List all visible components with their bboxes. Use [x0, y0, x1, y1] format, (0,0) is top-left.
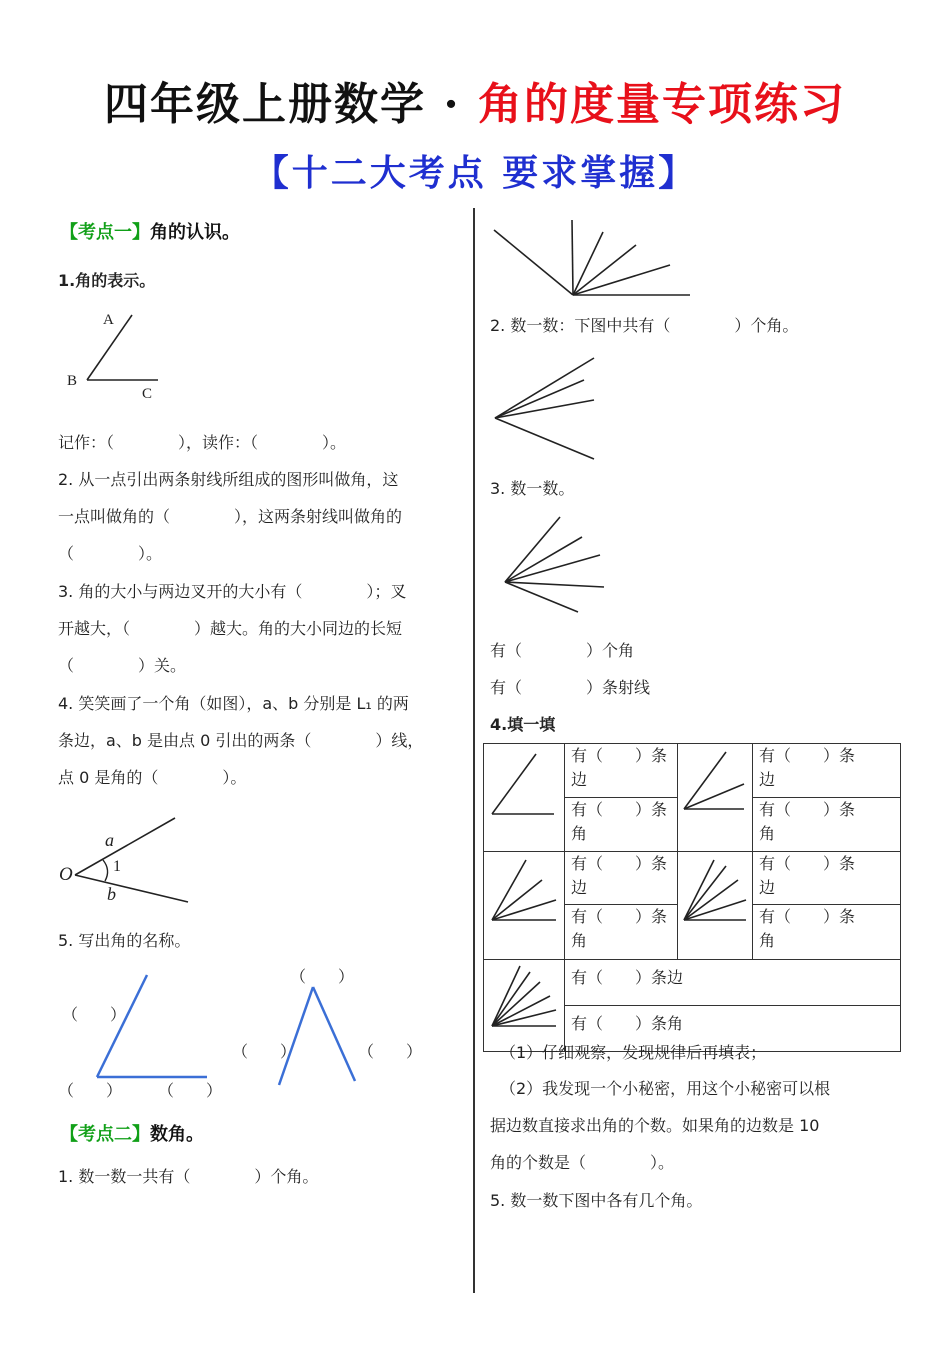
section2-name: 数角。: [150, 1124, 204, 1145]
section2-heading: [60, 1120, 204, 1146]
fig-6rays-icon: [484, 960, 564, 1044]
cell-edges-1-l2: 边: [571, 770, 588, 789]
cell-edges-1-l1: 有（ ）条: [571, 746, 668, 765]
rays2-ray-2: [505, 537, 582, 582]
rays2-ray-3: [505, 555, 600, 582]
section1-bracket: 【考点一】: [60, 222, 150, 243]
cell-angles-4-l2: 角: [759, 930, 776, 950]
q1-heading: 1.角的表示。: [58, 271, 156, 290]
label-ray-a: a: [105, 830, 114, 850]
label-angle-1: 1: [113, 858, 121, 875]
note-2-line3: 角的个数是（ ）。: [490, 1153, 675, 1172]
q2-line2: 一点叫做角的（ ），这两条射线叫做角的: [58, 507, 403, 526]
r3-question: 3. 数一数。: [490, 479, 575, 498]
title-part1: 四年级上册数学 ·: [104, 79, 478, 130]
cell-edges-4-l1: 有（ ）条: [759, 854, 856, 873]
rays-figure-1: [488, 352, 608, 462]
cell-edges-2[interactable]: [753, 744, 901, 798]
fan-ray-5: [573, 265, 670, 295]
label-a: A: [103, 312, 114, 328]
cell-angles-3-l2: 角: [571, 930, 588, 950]
note-2-line2: 据边数直接求出角的个数。如果角的边数是 10: [490, 1116, 820, 1135]
rays-figure-2: [498, 515, 613, 620]
q4-line2: 条边，a、b 是由点 0 引出的两条（ ）线，: [58, 731, 424, 750]
page-title: [0, 68, 950, 132]
angle1-vertex-blank: （ ）: [58, 1081, 123, 1100]
ray-a: [75, 818, 175, 875]
note-1: （1）仔细观察，发现规律后再填表；: [500, 1043, 767, 1062]
r4-heading: 4.填一填: [490, 715, 556, 734]
q3-line2: 开越大，（ ）越大。角的大小同边的长短: [58, 619, 403, 638]
table-fig-3rays: [678, 744, 753, 852]
cell-angles-1[interactable]: [565, 798, 678, 852]
q3-line1: 3. 角的大小与两边叉开的大小有（ ）；叉: [58, 582, 407, 601]
q3-line3: （ ）关。: [58, 656, 187, 675]
label-o: O: [59, 864, 73, 885]
angle2-right-blank: （ ）: [358, 1042, 423, 1061]
fig-4rays-icon: [484, 852, 564, 952]
angle2-top-blank: （ ）: [290, 967, 355, 986]
r2-question: 2. 数一数：下图中共有（ ）个角。: [490, 316, 799, 335]
table-fig-2rays: [484, 744, 565, 852]
cell-angles-4[interactable]: [753, 904, 901, 959]
section2-bracket: 【考点二】: [60, 1124, 150, 1145]
cell-edges-4-l2: 边: [759, 878, 776, 897]
fan-ray-1: [494, 230, 573, 295]
cell-angles-5[interactable]: 有（ ）条角: [565, 1006, 901, 1052]
r3-answer-rays: 有（ ）条射线: [490, 678, 651, 697]
note-2-line1: （2）我发现一个小秘密，用这个小秘密可以根: [500, 1079, 831, 1098]
cell-angles-3-l1: 有（ ）条: [571, 906, 668, 926]
column-divider: [473, 208, 475, 1293]
cell-angles-4-l1: 有（ ）条: [759, 906, 856, 926]
cell-angles-1-l2: 角: [571, 824, 588, 843]
cell-angles-2-l1: 有（ ）条: [759, 800, 856, 819]
cell-edges-4[interactable]: [753, 852, 901, 905]
angle-o-figure: [55, 810, 205, 910]
angle2-ray2: [313, 987, 355, 1081]
cell-angles-3[interactable]: [565, 904, 678, 959]
cell-edges-3[interactable]: [565, 852, 678, 905]
fan-ray-4: [573, 245, 636, 295]
fig-3rays-icon: [678, 744, 752, 844]
cell-edges-2-l2: 边: [759, 770, 776, 789]
cell-edges-2-l1: 有（ ）条: [759, 746, 856, 765]
q2-line3: （ ）。: [58, 544, 163, 563]
angle1-top-blank: （ ）: [62, 1005, 127, 1024]
label-c: C: [142, 386, 153, 402]
angle-arc: [103, 860, 108, 881]
angle1-end-blank: （ ）: [158, 1081, 223, 1100]
fan-angles-figure: [490, 215, 700, 305]
q4-line1: 4. 笑笑画了一个角（如图），a、b 分别是 L₁ 的两: [58, 694, 409, 713]
fill-table: [483, 743, 901, 1052]
table-fig-4rays: [484, 852, 565, 960]
fan-ray-3: [573, 232, 603, 295]
fig-5rays-icon: [678, 852, 752, 952]
angle-abc-figure: [60, 305, 180, 405]
fig-2rays-icon: [484, 744, 564, 844]
cell-angles-2[interactable]: [753, 798, 901, 852]
q1-answer-line: 记作：（ ），读作：（ ）。: [58, 433, 347, 452]
rays2-ray-1: [505, 517, 560, 582]
page-subtitle: 【十二大考点 要求掌握】: [252, 152, 698, 194]
r3-answer-angles: 有（ ）个角: [490, 641, 635, 660]
table-fig-5rays: [678, 852, 753, 960]
count-q1: 1. 数一数一共有（ ）个角。: [58, 1167, 319, 1186]
q4-line3: 点 0 是角的（ ）。: [58, 768, 247, 787]
rays2-ray-5: [505, 582, 578, 612]
rays2-ray-4: [505, 582, 604, 587]
angle2-left-blank: （ ）: [232, 1042, 297, 1061]
q2-line1: 2. 从一点引出两条射线所组成的图形叫做角，这: [58, 470, 399, 489]
cell-angles-1-l1: 有（ ）条: [571, 800, 668, 819]
r5-question: 5. 数一数下图中各有几个角。: [490, 1191, 703, 1210]
label-ray-b: b: [107, 884, 116, 904]
cell-edges-5[interactable]: 有（ ）条边: [565, 960, 901, 1006]
ray-b: [75, 875, 188, 902]
q5-heading: 5. 写出角的名称。: [58, 931, 191, 950]
section1-heading: [60, 218, 240, 244]
cell-edges-3-l2: 边: [571, 878, 588, 897]
fan-ray-2: [572, 220, 573, 295]
cell-edges-3-l1: 有（ ）条: [571, 854, 668, 873]
label-b: B: [67, 373, 78, 389]
rays1-ray-2: [495, 380, 584, 418]
rays1-ray-4: [495, 418, 594, 459]
cell-angles-2-l2: 角: [759, 824, 776, 843]
section1-name: 角的认识。: [150, 222, 240, 243]
title-part2: 角的度量专项练习: [477, 79, 846, 130]
cell-edges-1[interactable]: [565, 744, 678, 798]
